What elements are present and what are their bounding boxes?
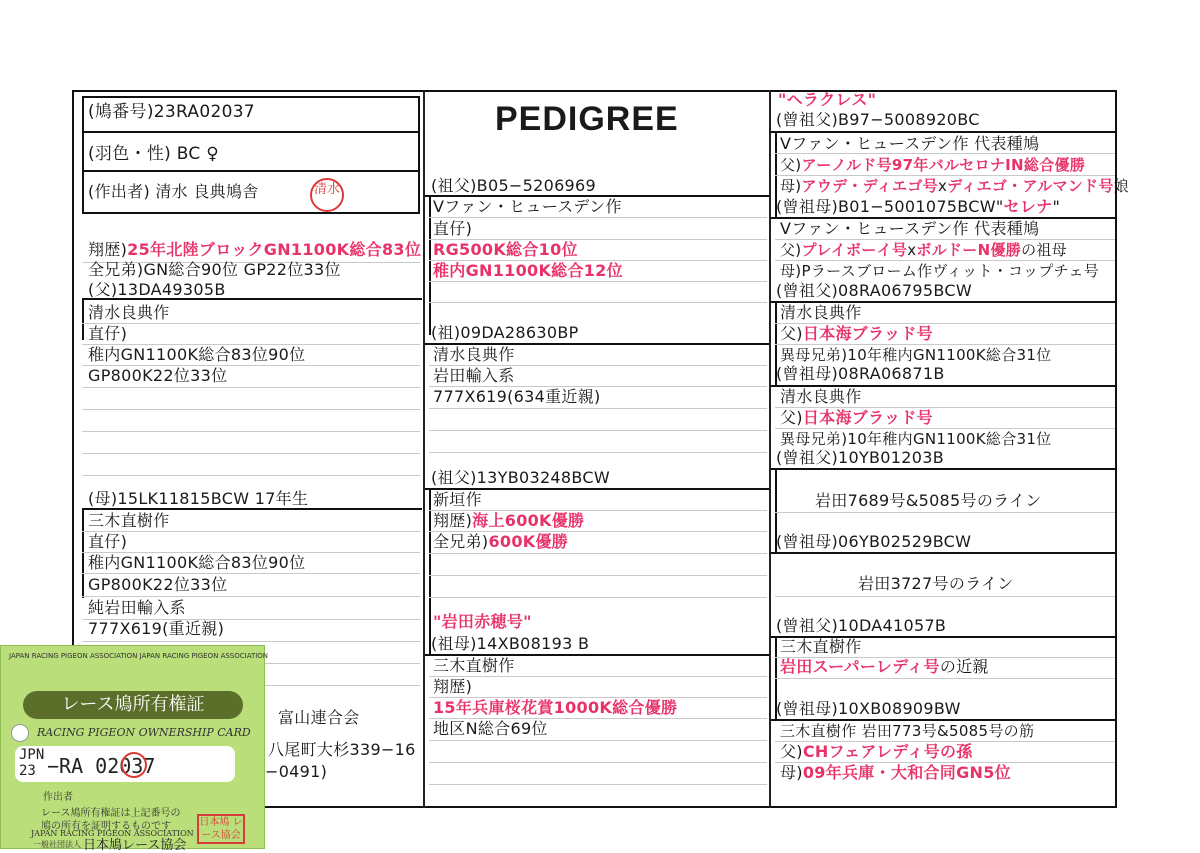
column-divider-1 <box>423 90 425 808</box>
ggdam-d-breeder: 清水良典作 <box>780 387 862 406</box>
ggdam-d-note: 異母兄弟)10年稚内GN1100K総合31位 <box>780 430 1052 448</box>
rule <box>429 784 767 785</box>
ggdam-b-mother: 母)Pラースブローム作ヴィット・コップチェ号 <box>780 262 1100 280</box>
dam-line <box>82 508 422 510</box>
ggdam-f-note: 岩田3727号のライン <box>858 574 1014 593</box>
card-seal <box>121 752 147 778</box>
ggsire-g-id: (曾祖父)10DA41057B <box>776 616 947 635</box>
subject-siblings: 全兄弟)GN総合90位 GP22位33位 <box>88 260 341 279</box>
card-stamp: 日本鳩 レース協会 <box>197 814 245 844</box>
rule <box>82 531 420 532</box>
dam-line-4: 純岩田輸入系 <box>88 598 186 617</box>
card-jpn: JPN <box>19 747 45 763</box>
granddam-1-line-2: 777X619(634重近親) <box>433 387 601 406</box>
rule <box>429 302 767 303</box>
sire-line <box>82 298 422 300</box>
ggsire-e-note: 岩田7689号&5085号のライン <box>815 491 1042 510</box>
rule <box>429 408 767 409</box>
ggdam-d-father: 父)日本海ブラッド号 <box>780 408 933 427</box>
ggsire-c-id: (曾祖父)08RA06795BCW <box>776 281 972 300</box>
sire-id: (父)13DA49305B <box>88 280 226 299</box>
card-assoc-en: JAPAN RACING PIGEON ASSOCIATION <box>31 829 194 838</box>
ggdam-f-id: (曾祖母)06YB02529BCW <box>776 532 972 551</box>
rule <box>82 323 420 324</box>
dam-line-1: 直仔) <box>88 532 128 551</box>
sire-line-2: 稚内GN1100K総合83位90位 <box>88 345 306 364</box>
card-subtitle: RACING PIGEON OWNERSHIP CARD <box>37 726 251 739</box>
card-note-1: レース鳩所有権証は上記番号の <box>41 808 181 819</box>
card-assoc-jp: 日本鳩レース協会 <box>83 838 187 853</box>
rule <box>429 553 767 554</box>
rule <box>82 641 420 642</box>
grandsire-bracket-2 <box>429 488 431 656</box>
card-year: 23 <box>19 763 36 779</box>
dam-line-3: GP800K22位33位 <box>88 575 228 594</box>
owner-address: 八尾町大杉339−16 <box>268 740 416 759</box>
ggsire-g-breeder: 三木直樹作 <box>780 637 862 656</box>
breeder: (作出者) 清水 良典鳩舎 <box>88 182 259 201</box>
grandsire-2-id: (祖父)13YB03248BCW <box>431 468 610 487</box>
ggsire-c-breeder: 清水良典作 <box>780 303 862 322</box>
card-hole <box>11 724 29 742</box>
rule <box>775 512 1115 513</box>
ggdam-d-id: (曾祖母)08RA06871B <box>776 364 945 383</box>
card-note-2: 鳩の所有を証明するものです <box>41 821 171 832</box>
ggsire-e-line <box>771 468 1117 470</box>
granddam-2-line-2: 15年兵庫桜花賞1000K総合優勝 <box>433 698 678 717</box>
owner-phone: −0491) <box>265 762 328 781</box>
ggsire-c-father: 父)日本海ブラッド号 <box>780 324 933 343</box>
ggdam-b-id: (曾祖母)B01−5001075BCW"セレナ" <box>776 197 1061 216</box>
rule <box>82 596 420 597</box>
ggdam-h-id: (曾祖母)10XB08909BW <box>776 699 961 718</box>
card-number: −RA 02037 <box>47 754 156 778</box>
rule <box>775 153 1115 154</box>
breeder-seal: 清水 <box>310 178 344 212</box>
granddam-2-id: (祖母)14XB08193 B <box>431 634 590 653</box>
grandsire-bracket-1 <box>429 195 431 335</box>
granddam-1-breeder: 清水良典作 <box>433 345 515 364</box>
grandsire-1-breeder: Vファン・ヒュースデン作 <box>433 197 622 216</box>
dam-line-5: 777X619(重近親) <box>88 619 225 638</box>
card-top-text: JAPAN RACING PIGEON ASSOCIATION JAPAN RACING PIGEON ASSOCIATION <box>9 652 269 660</box>
rule <box>82 387 420 388</box>
dam-line-2: 稚内GN1100K総合83位90位 <box>88 553 306 572</box>
ggdam-b-father: 父)プレイボーイ号xボルドーN優勝の祖母 <box>780 241 1067 259</box>
ggsire-a-father: 父)アーノルド号97年バルセロナIN総合優勝 <box>780 156 1086 174</box>
rule <box>82 573 420 574</box>
sire-bracket <box>82 298 84 340</box>
color-sex: (羽色・性) BC ♀ <box>88 144 220 164</box>
grandsire-1-line-2: RG500K総合10位 <box>433 240 578 259</box>
page-title: PEDIGREE <box>495 100 679 138</box>
ggsire-a-id: (曾祖父)B97−5008920BC <box>776 110 980 129</box>
rule <box>429 597 767 598</box>
sire-line-3: GP800K22位33位 <box>88 366 228 385</box>
rule <box>775 678 1115 679</box>
card-author: 作出者 <box>43 792 73 803</box>
subject-record: 翔歴)25年北陸ブロックGN1100K総合83位 <box>88 240 422 259</box>
rule <box>429 740 767 741</box>
ggsire-g-note: 岩田スーパーレディ号の近親 <box>780 657 989 676</box>
rule <box>429 430 767 431</box>
info-divider <box>82 170 420 172</box>
grandsire-1-line-1: 直仔) <box>433 219 473 238</box>
column-divider-2 <box>769 90 771 808</box>
granddam-2-line-1: 翔歴) <box>433 677 473 696</box>
ggdam-h-breeder: 三木直樹作 岩田773号&5085号の筋 <box>780 722 1035 740</box>
info-divider <box>82 131 420 133</box>
dam-bracket <box>82 508 84 598</box>
rule <box>82 431 420 432</box>
card-assoc-small: 一般社団法人 <box>33 840 81 849</box>
rule <box>429 281 767 282</box>
grandsire-1-line-3: 稚内GN1100K総合12位 <box>433 261 623 280</box>
grandsire-2-line-1: 翔歴)海上600K優勝 <box>433 511 585 530</box>
ggdam-h-father: 父)CHフェアレディ号の孫 <box>780 742 973 761</box>
grandsire-2-line-2: 全兄弟)600K優勝 <box>433 532 569 551</box>
owner-club: 富山連合会 <box>278 708 360 727</box>
rule <box>82 453 420 454</box>
rule <box>429 676 767 677</box>
granddam-2-name: "岩田赤穂号" <box>433 612 532 631</box>
ggdam-f-line <box>771 552 1117 554</box>
grandsire-1-id: (祖父)B05−5206969 <box>431 176 596 195</box>
sire-breeder: 清水良典作 <box>88 303 170 322</box>
ggsire-a-breeder: Vファン・ヒュースデン作 代表種鳩 <box>780 134 1040 153</box>
ggsire-a-line <box>771 131 1117 133</box>
granddam-2-breeder: 三木直樹作 <box>433 656 515 675</box>
granddam-1-id: (祖)09DA28630BP <box>431 323 579 342</box>
ggsire-a-name: "ヘラクレス" <box>778 90 877 109</box>
ggsire-e-id: (曾祖父)10YB01203B <box>776 448 944 467</box>
rule <box>429 217 767 218</box>
rule <box>429 762 767 763</box>
rule <box>82 475 420 476</box>
ownership-card <box>0 645 269 853</box>
ggsire-a-mother: 母)アウデ・ディエゴ号xディエゴ・アルマンド号娘 <box>780 177 1129 195</box>
rule <box>775 596 1115 597</box>
ggdam-b-breeder: Vファン・ヒュースデン作 代表種鳩 <box>780 219 1040 238</box>
ggsire-c-note: 異母兄弟)10年稚内GN1100K総合31位 <box>780 346 1052 364</box>
grandsire-2-breeder: 新垣作 <box>433 490 482 509</box>
dam-breeder: 三木直樹作 <box>88 511 170 530</box>
dam-id: (母)15LK11815BCW 17年生 <box>88 489 309 508</box>
granddam-2-line-3: 地区N総合69位 <box>433 719 548 738</box>
card-title: レース鳩所有権証 <box>23 691 243 719</box>
pigeon-number: (鳩番号)23RA02037 <box>88 102 255 122</box>
granddam-1-line-1: 岩田輸入系 <box>433 366 515 385</box>
rule <box>429 452 767 453</box>
sire-line-1: 直仔) <box>88 324 128 343</box>
rule <box>429 575 767 576</box>
rule <box>82 409 420 410</box>
ggdam-h-mother: 母)09年兵庫・大和合同GN5位 <box>780 763 1011 782</box>
